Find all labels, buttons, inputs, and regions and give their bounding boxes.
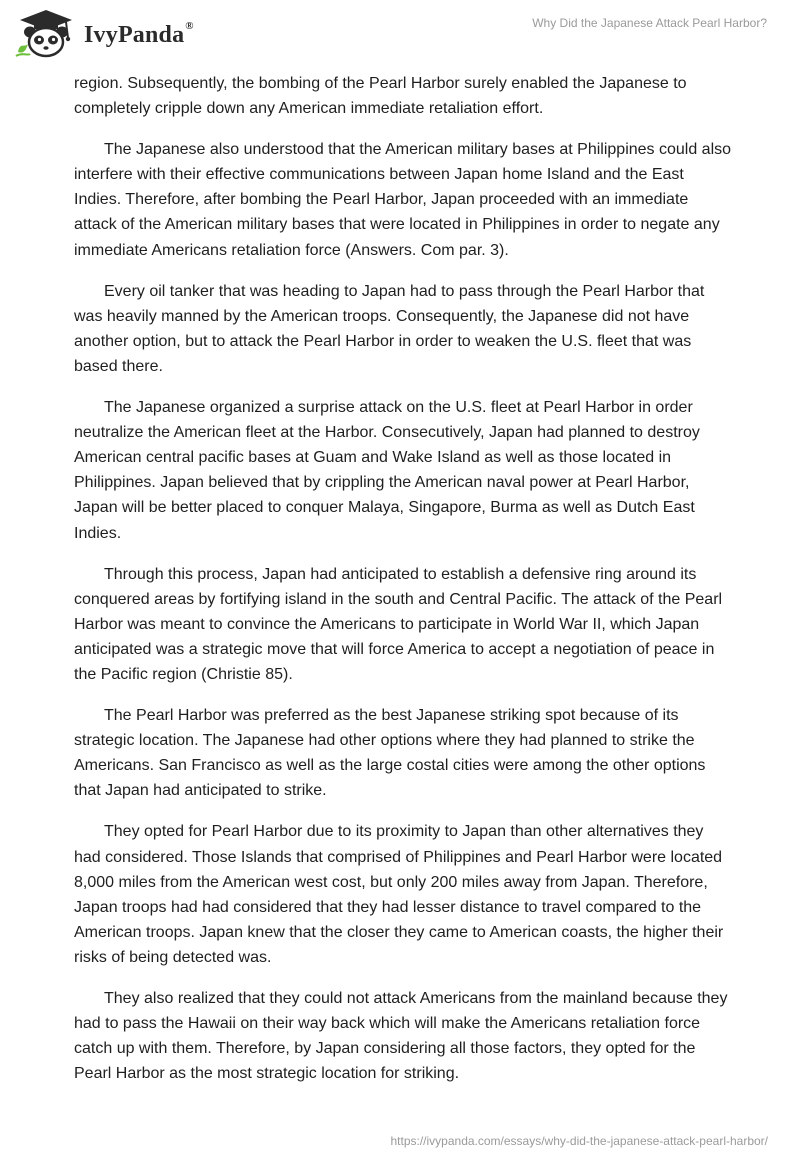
page-header <box>0 0 800 70</box>
paragraph: The Japanese also understood that the American military bases at Philippines could also interfere with their effective communications between Japan home Island and the East Indies. Therefore, after bombing the Pearl Harbor, Japan proceeded with an immediate attack of the American military bases that were located in Philippines in order to negate any immediate Americans retaliation force (Answers. Com par. 3). <box>74 141 732 259</box>
panda-graduate-icon <box>14 8 78 60</box>
paragraph: They also realized that they could not attack Americans from the mainland because they had to pass the Hawaii on their way back which will make the Americans retaliation force catch up with them. Therefore, by Japan considering all those factors, they opted for the Pearl Harbor as the most strategic location for striking. <box>74 990 728 1083</box>
paragraph: Every oil tanker that was heading to Japan had to pass through the Pearl Harbor that was heavily manned by the American troops. Consequently, the Japanese did not have another option, but to attack the Pearl Harbor in order to weaken the U.S. fleet that was based there. <box>74 282 705 375</box>
paragraph: The Pearl Harbor was preferred as the best Japanese striking spot because of its strategic location. The Japanese had other options where they had planned to strike the Americans. San Francisco as well as the large costal cities were among the other options that Japan had anticipated to strike. <box>74 707 706 800</box>
ivypanda-logo[interactable] <box>14 8 254 60</box>
brand-text: IvyPanda <box>84 22 185 48</box>
paragraph: region. Subsequently, the bombing of the Pearl Harbor surely enabled the Japanese to completely cripple down any American immediate retaliation effort. <box>74 75 687 118</box>
brand-name <box>84 22 194 49</box>
paragraph: Through this process, Japan had anticipated to establish a defensive ring around its conquered areas by fortifying island in the south and Central Pacific. The attack of the Pearl Harbor was meant to convince the Americans to participate in World War II, which Japan anticipated was a strategic move that will force America to accept a negotiation of peace in the Pacific region (Christie 85). <box>74 565 723 683</box>
document-title: Why Did the Japanese Attack Pearl Harbor? <box>532 16 767 30</box>
paragraph: The Japanese organized a surprise attack on the U.S. fleet at Pearl Harbor in order neutralize the American fleet at the Harbor. Consecutively, Japan had planned to destroy American central pacific bases at Guam and Wake Island as well as those located in Philippines. Japan believed that by crippling the American naval power at Pearl Harbor, Japan will be better placed to conquer Malaya, Singapore, Burma as well as Dutch East Indies. <box>74 399 700 542</box>
essay-body <box>74 71 734 1102</box>
source-url[interactable]: https://ivypanda.com/essays/why-did-the-japanese-attack-pearl-harbor/ <box>390 1134 768 1148</box>
registered-mark: ® <box>185 20 194 32</box>
paragraph: They opted for Pearl Harbor due to its proximity to Japan than other alternatives they had considered. Those Islands that comprised of Philippines and Pearl Harbor were located 8,000 miles from the American west cost, but only 200 miles away from Japan. Therefore, Japan troops had had considered that they had lesser distance to travel compared to the American troops. Japan knew that the closer they came to American coasts, the higher their risks of being detected was. <box>74 823 724 966</box>
